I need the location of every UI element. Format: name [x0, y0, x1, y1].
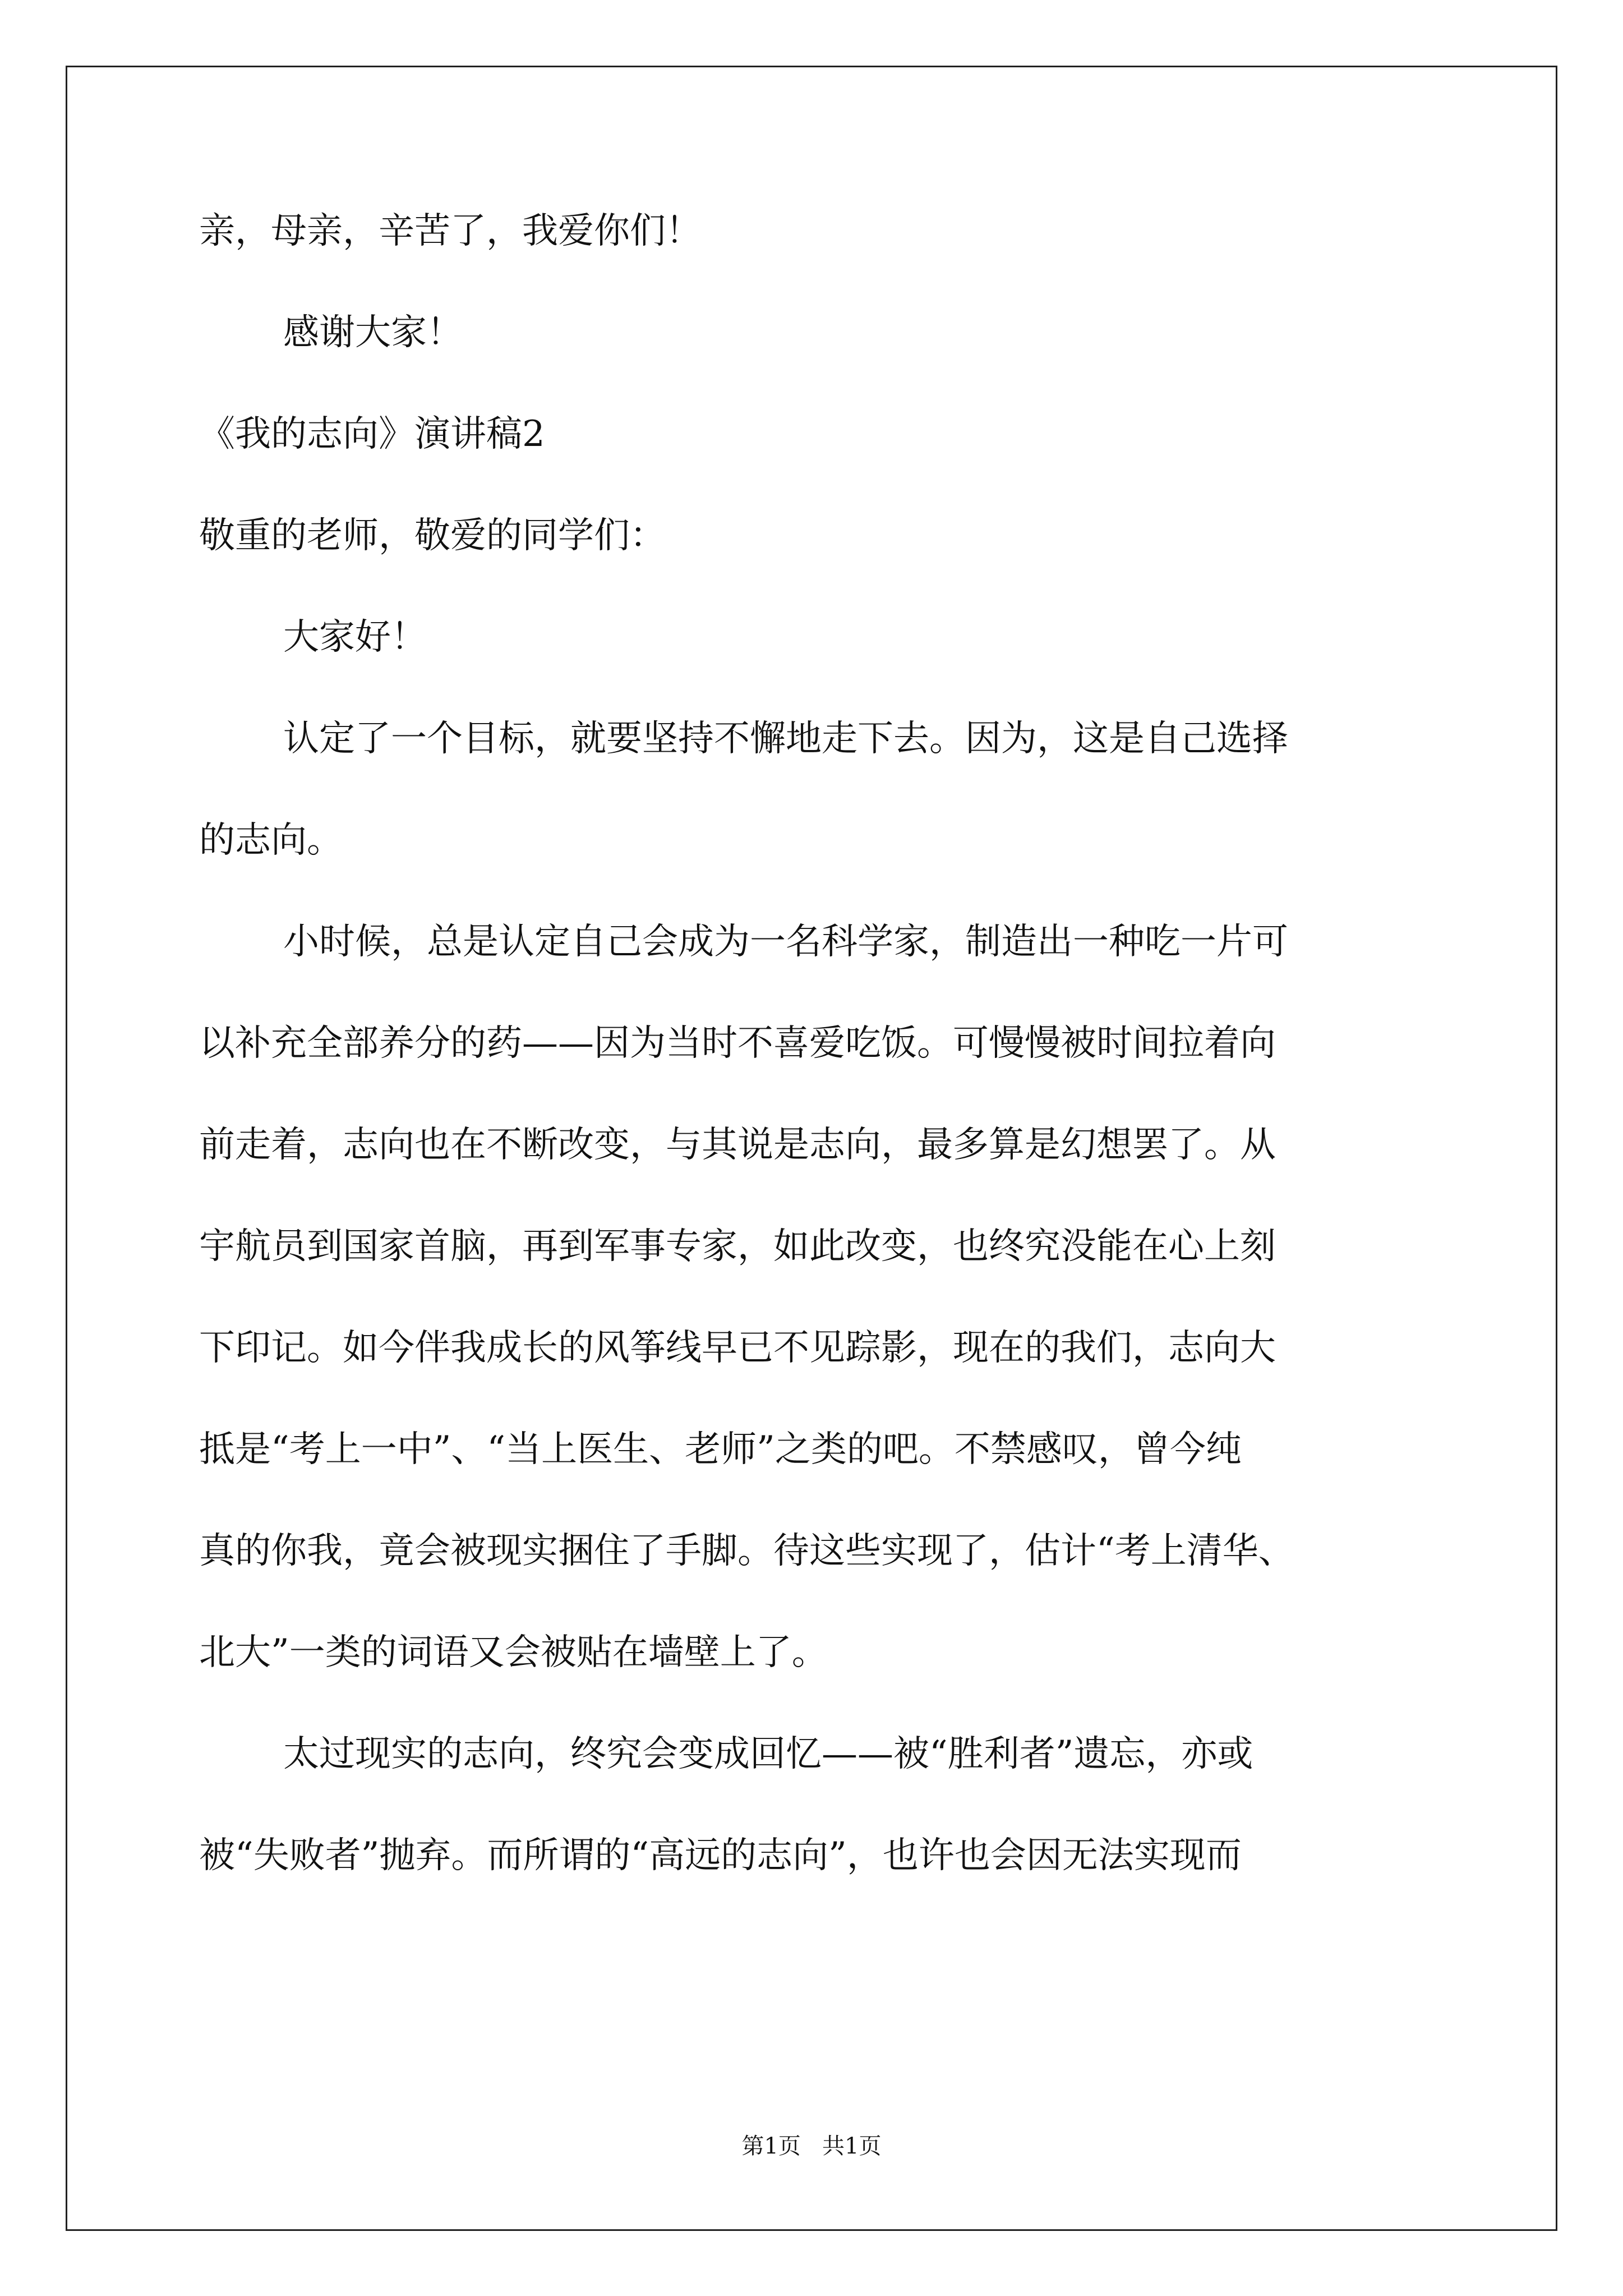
greeting: 大家好！	[283, 616, 427, 658]
paragraph-line: 亲，母亲，辛苦了，我爱你们！	[199, 210, 702, 252]
paragraph-line: 的志向。	[199, 820, 343, 861]
paragraph-line: 前走着，志向也在不断改变，与其说是志向，最多算是幻想罢了。从	[199, 1124, 1276, 1166]
paragraph-line: 宇航员到国家首脑，再到军事专家，如此改变，也终究没能在心上刻	[199, 1226, 1276, 1267]
paragraph-line: 下印记。如今伴我成长的风筝线早已不见踪影，现在的我们，志向大	[199, 1327, 1276, 1369]
paragraph-line: 感谢大家！	[283, 312, 463, 353]
paragraph-line: 抵是“考上一中”、“当上医生、老师”之类的吧。不禁感叹，曾今纯	[199, 1429, 1242, 1470]
section-title: 《我的志向》演讲稿2	[199, 413, 545, 455]
page-footer: 第1页 共1页	[741, 2133, 882, 2159]
paragraph-line: 北大”一类的词语又会被贴在墙壁上了。	[199, 1632, 828, 1673]
paragraph-line: 认定了一个目标，就要坚持不懈地走下去。因为，这是自己选择	[283, 718, 1288, 760]
paragraph-line: 真的你我，竟会被现实捆住了手脚。待这些实现了，估计“考上清华、	[199, 1530, 1294, 1572]
paragraph-line: 太过现实的志向，终究会变成回忆——被“胜利者”遗忘，亦或	[283, 1733, 1253, 1775]
salutation: 敬重的老师，敬爱的同学们：	[199, 515, 666, 556]
paragraph-line: 以补充全部养分的药——因为当时不喜爱吃饭。可慢慢被时间拉着向	[199, 1023, 1276, 1064]
paragraph-line: 被“失败者”抛弃。而所谓的“高远的志向”，也许也会因无法实现而	[199, 1835, 1242, 1876]
document-body	[199, 210, 1433, 1939]
paragraph-line: 小时候，总是认定自己会成为一名科学家，制造出一种吃一片可	[283, 921, 1288, 963]
